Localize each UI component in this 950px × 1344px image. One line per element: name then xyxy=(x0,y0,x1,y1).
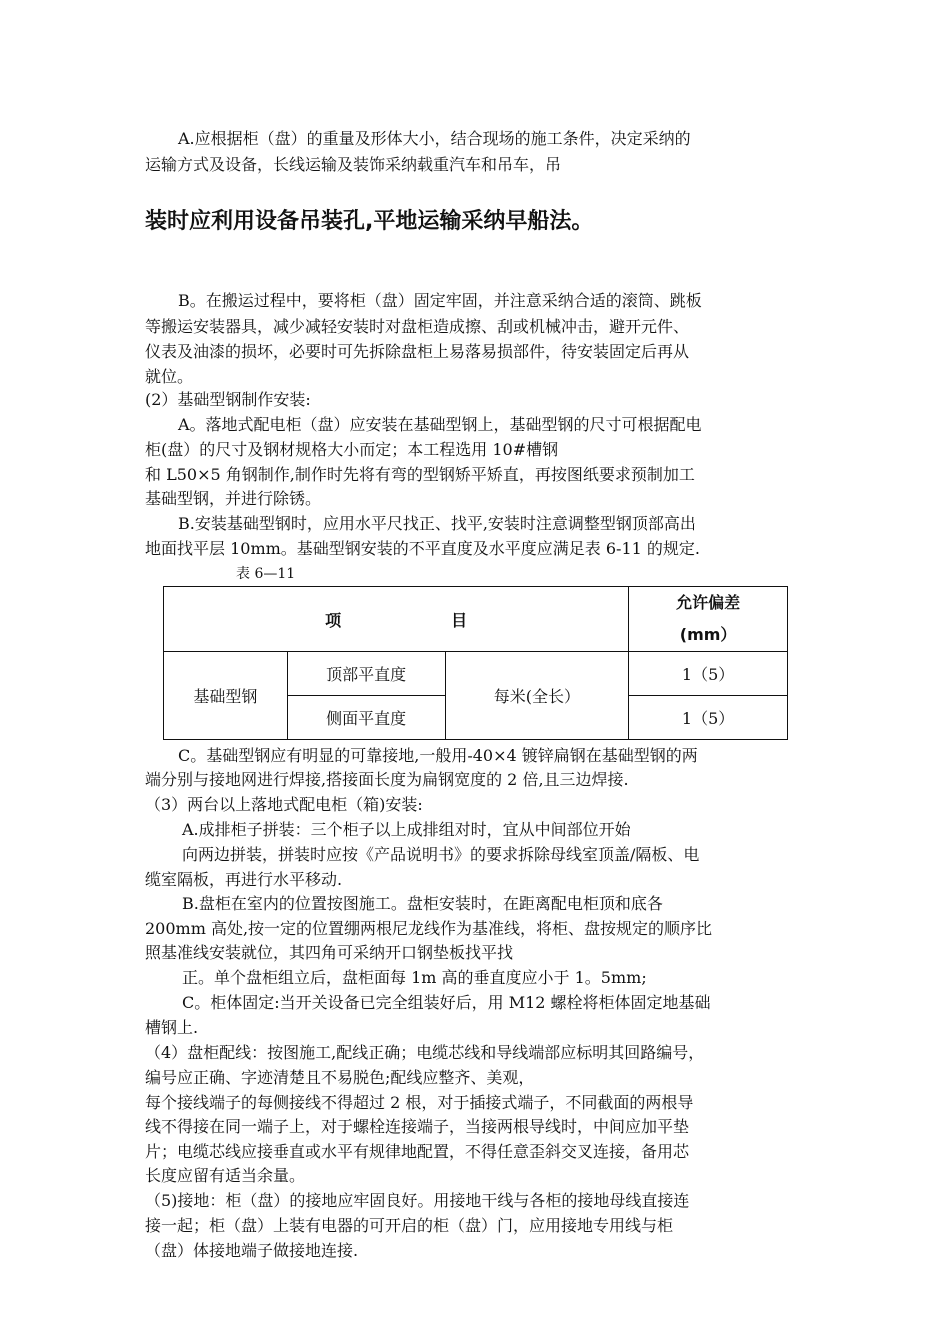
header-deviation-line2: (mm） xyxy=(679,625,737,644)
section-3a-line2: 向两边拼装，拼装时应按《产品说明书》的要求拆除母线室顶盖/隔板、电 xyxy=(182,845,700,864)
section-4-line5: 片；电缆芯线应接垂直或水平有规律地配置，不得任意歪斜交叉连接，备用芯 xyxy=(145,1142,690,1161)
bold-heading-line: 装时应利用设备吊装孔,平地运输采纳早船法。 xyxy=(145,209,594,234)
section-4-line6: 长度应留有适当余量。 xyxy=(145,1166,306,1185)
section-2a-line3: 和 L50×5 角钢制作,制作时先将有弯的型钢矫平矫直，再按图纸要求预制加工 xyxy=(145,465,695,484)
section-2a-line1: A。落地式配电柜（盘）应安装在基础型钢上，基础型钢的尺寸可根据配电 xyxy=(178,415,702,434)
tolerance-table xyxy=(163,586,788,740)
section-5-line2: 接一起；柜（盘）上装有电器的可开启的柜（盘）门，应用接地专用线与柜 xyxy=(145,1216,674,1235)
table-header-deviation xyxy=(629,587,788,652)
table-row-value: 1（5） xyxy=(629,652,788,696)
section-3a-line1: A.成排柜子拼装：三个柜子以上成排组对时，宜从中间部位开始 xyxy=(182,820,631,839)
paragraph-b-line1: B。在搬运过程中，要将柜（盘）固定牢固，并注意采纳合适的滚筒、跳板 xyxy=(178,291,702,310)
section-5-line1: （5)接地：柜（盘）的接地应牢固良好。用接地干线与各柜的接地母线直接连 xyxy=(145,1191,690,1210)
section-3c-line1: C。柜体固定:当开关设备已完全组装好后，用 M12 螺栓将柜体固定地基础 xyxy=(182,993,711,1012)
table-row-value: 1（5） xyxy=(629,696,788,740)
section-2a-line4: 基础型钢，并进行除锈。 xyxy=(145,489,322,508)
section-2a-line2: 柜(盘）的尺寸及钢材规格大小而定；本工程选用 10#槽钢 xyxy=(145,440,559,459)
paragraph-a-line1: A.应根据柜（盘）的重量及形体大小，结合现场的施工条件，决定采纳的 xyxy=(178,129,691,148)
section-5-line3: （盘）体接地端子做接地连接. xyxy=(145,1241,359,1260)
section-2b-line2: 地面找平层 10mm。基础型钢安装的不平直度及水平度应满足表 6-11 的规定. xyxy=(145,539,700,558)
header-deviation-line1: 允许偏差 xyxy=(676,593,741,612)
section-4-line3: 每个接线端子的每侧接线不得超过 2 根，对于插接式端子，不同截面的两根导 xyxy=(145,1093,694,1112)
header-item-left: 项 xyxy=(325,610,342,630)
section-3b-line2: 200mm 高处,按一定的位置绷两根尼龙线作为基准线，将柜、盘按规定的顺序比 xyxy=(145,919,713,938)
section-2c-line1: C。基础型钢应有明显的可靠接地,一般用-40×4 镀锌扁钢在基础型钢的两 xyxy=(178,746,698,765)
section-2c-line2: 端分别与接地网进行焊接,搭接面长度为扁钢宽度的 2 倍,且三边焊接. xyxy=(145,770,629,789)
section-2-title: (2）基础型钢制作安装: xyxy=(145,390,311,409)
section-3c-line2: 槽钢上. xyxy=(145,1018,199,1037)
section-3a-line3: 缆室隔板，再进行水平移动. xyxy=(145,870,343,889)
paragraph-a-line2: 运输方式及设备，长线运输及装饰采纳载重汽车和吊车，吊 xyxy=(145,155,562,174)
table-header-item xyxy=(164,587,629,652)
paragraph-b-line4: 就位。 xyxy=(145,367,194,386)
section-4-line4: 线不得接在同一端子上，对于螺栓连接端子，当接两根导线时，中间应加平垫 xyxy=(145,1117,690,1136)
section-3-title: （3）两台以上落地式配电柜（箱)安装: xyxy=(145,795,423,814)
section-3b-line3: 照基准线安装就位，其四角可采纳开口钢垫板找平找 xyxy=(145,943,514,962)
paragraph-b-line2: 等搬运安装器具，减少减轻安装时对盘柜造成擦、刮或机械冲击，避开元件、 xyxy=(145,317,690,336)
table-group-cell: 基础型钢 xyxy=(164,652,288,740)
section-2b-line1: B.安装基础型钢时，应用水平尺找正、找平,安装时注意调整型钢顶部高出 xyxy=(178,514,696,533)
section-4-line1: （4）盘柜配线：按图施工,配线正确；电缆芯线和导线端部应标明其回路编号， xyxy=(145,1043,705,1062)
header-item-right: 目 xyxy=(451,610,468,630)
table-measure-cell: 每米(全长） xyxy=(445,652,629,740)
table-row xyxy=(164,652,788,696)
table-header-row xyxy=(164,587,788,652)
paragraph-b-line3: 仪表及油漆的损坏，必要时可先拆除盘柜上易落易损部件，待安装固定后再从 xyxy=(145,342,690,361)
section-4-line2: 编号应正确、字迹清楚且不易脱色;配线应整齐、美观， xyxy=(145,1068,535,1087)
section-3b-line1: B.盘柜在室内的位置按图施工。盘柜安装时，在距离配电柜顶和底各 xyxy=(182,894,663,913)
section-3b-line4: 正。单个盘柜组立后，盘柜面每 1m 高的垂直度应小于 1。5mm; xyxy=(182,968,647,987)
table-row-name: 侧面平直度 xyxy=(287,696,445,740)
table-row-name: 顶部平直度 xyxy=(287,652,445,696)
table-caption: 表 6—11 xyxy=(236,566,296,582)
